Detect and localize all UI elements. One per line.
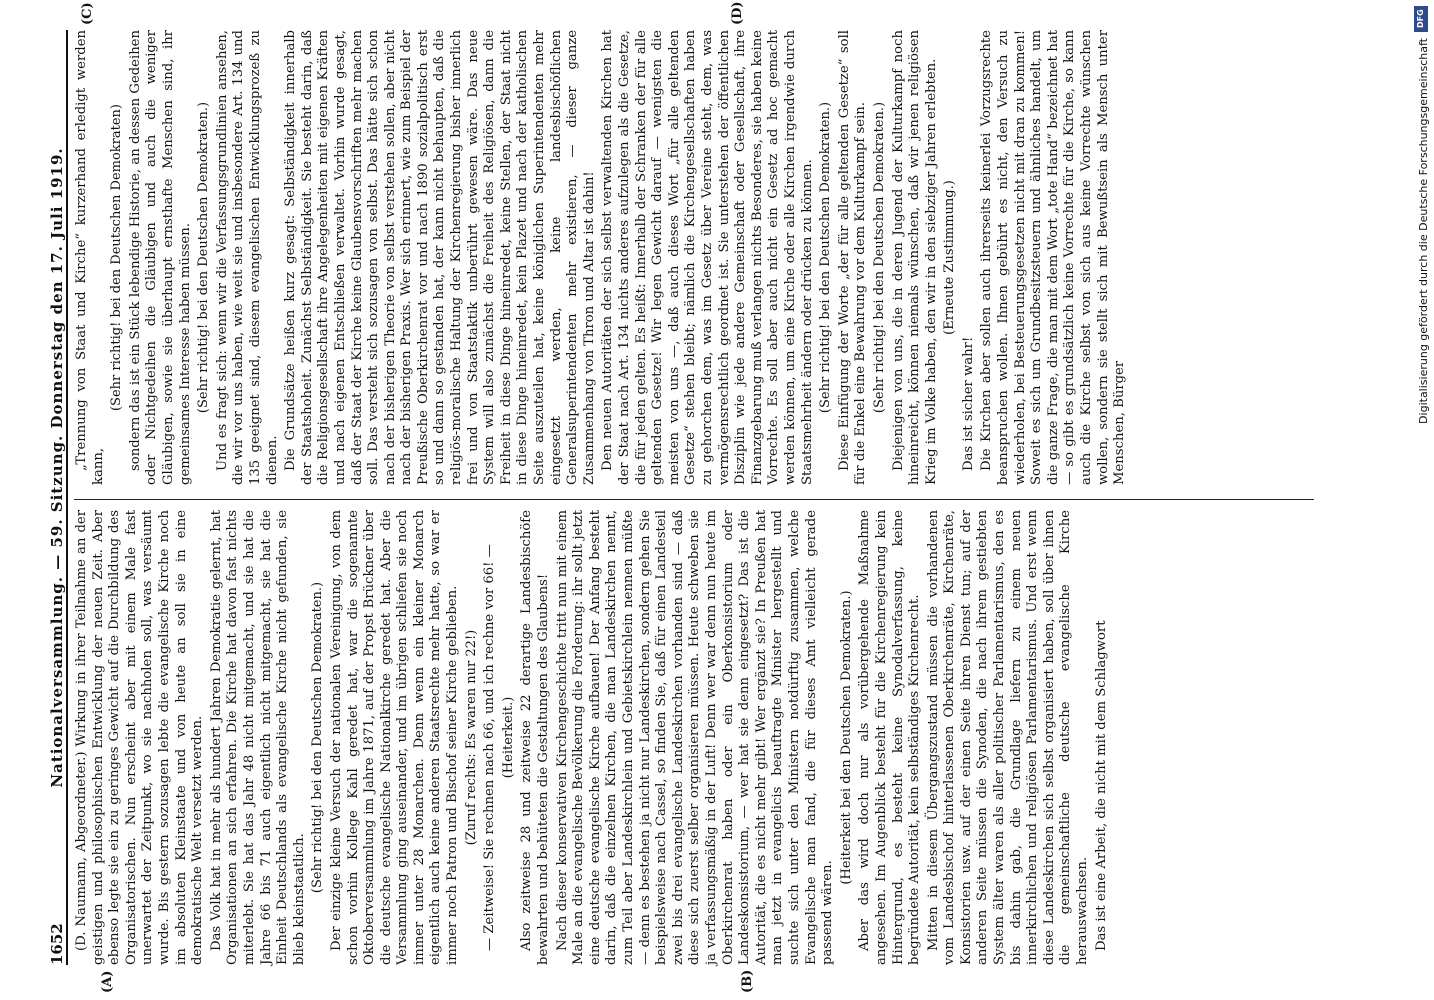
- paragraph: Mitten in diesem Übergangszustand müssen die vorhandenen vom Landesbischof hinterlassenen Oberkirchenräte, Kirchenräte, Konsistorien usw. auf der einen Seite ihren Dienst tun; auf der anderen Seite müssen die Synoden, die nach ihrem gestiebten System älter waren als aller politischer Parlamentarismus, den es bis dahin gab, die Grundlage liefern zu einem neuen innerkirchlichen und religiösen Parlamentarismus. Und erst wenn diese Landeskirchen sich selbst organisiert haben, soll über ihnen die gemeinschaftliche deutsche evangelische Kirche herauswachsen.: [925, 510, 1091, 965]
- left-column: [74, 510, 1314, 965]
- paragraph: Diejenigen von uns, die in deren Jugend der Kulturkampf noch hineinreicht, können niemals wünschen, daß wir jenen religiösen Krieg im Volke haben, den wir in den siebziger Jahren erlebten.: [890, 30, 939, 485]
- paragraph: Das Volk hat in mehr als hundert Jahren Demokratie gelernt, hat Organisationen an sich erfahren. Die Kirche hat davon fast nichts miterlebt. Sie hat das Jahr 48 nicht mitgemacht, und sie hat die Jahre 66 bis 71 auch eigentlich nicht mitgemacht, sie hat die Einheit Deutschlands als evangelische Kirche nicht gefunden, sie blieb kleinstaatlich.: [208, 510, 307, 965]
- paragraph: Das ist eine Arbeit, die nicht mit dem Schlagwort: [1093, 620, 1109, 951]
- interjection: (Sehr richtig! bei den Deutschen Demokraten): [109, 104, 125, 412]
- paragraph: (D. Naumann, Abgeordneter.) Wirkung in ihrer Teilnahme an der geistigen und philosophischen Entwicklung der neuen Zeit. Aber ebenso legte sie ein zu geringes Gewicht auf die Durchbildung des Organisatorischen. Nun erscheint aber mit einem Male fast unerwartet der Zeitpunkt, wo sie nachholen soll, was versäumt wurde. Bis gestern sozusagen lebte die evangelische Kirche noch im absoluten Kleinstaate und von heute an soll sie in eine demokratische Welt versetzt werden.: [74, 510, 206, 965]
- paragraph: Diese Einfügung der Worte „der für alle geltenden Gesetze“ soll für die Enkel eine Bewahrung vor dem Kulturkampf sein.: [836, 30, 869, 485]
- paragraph: Die Kirchen aber sollen auch ihrerseits keinerlei Vorzugsrechte beanspruchen wollen. Ihnen gebührt es nicht, den Versuch zu wiederholen, bei Besteuerungsgesetzen nicht mit dran zu kommen! Soweit es sich um Grundbesitzsteuern und ähnliches handelt, um die ganze Frage, die man mit dem Wort „tote Hand“ bezeichnet hat — so gibt es grundsätzlich keine Vorrechte für die Kirche, so kann auch die Kirche selbst von sich aus keine Vorrechte wünschen wollen, sondern sie stellt sich mit Bewußtsein als Mensch unter Menschen, Bürger: [979, 30, 1128, 485]
- paragraph: Den neuen Autoritäten der sich selbst verwaltenden Kirchen hat der Staat nach Art. 134 nichts anderes aufzulegen als die Gesetze, die für jeden gelten. Es heißt: Innerhalb der Schranken der für alle geltenden Gesetze! Wir legen Gewicht darauf — wenigsten die meisten von uns —, daß auch dieses Wort „für alle geltenden Gesetze“ stehen bleibt; nämlich die Kirchengesellschaften haben zu gehorchen dem, was im Gesetz über Vereine steht, dem, was vermögensrechtlich geordnet ist. Sie unterstehen der öffentlichen Disziplin wie jede andere Gemeinschaft oder Gesellschaft, ihre Finanzgebarung muß verlangen nichts Besonderes, sie haben keine Vorrechte. Es soll aber auch nicht ein Gesetz ad hoc gemacht werden können, um eine Kirche oder alle Kirchen irgendwie durch Staatsmehrheit ändern oder drücken zu können.: [600, 30, 815, 485]
- paragraph: Und es fragt sich: wenn wir die Verfassungsgrundlinien ansehen, die wir vor uns haben, wie weit sie und insbesondere Art. 134 und 135 geeignet sind, diesem evangelischen Entwicklungsprozeß zu dienen.: [214, 30, 280, 485]
- paragraph: Die Grundsätze heißen kurz gesagt: Selbständigkeit innerhalb der Staatshoheit. Zunächst Selbständigkeit. Sie besteht darin, daß die Religionsgesellschaft ihre Angelegenheiten mit eigenen Kräften und nach eigenen Entschließen verwaltet. Vorhin wurde gesagt, daß der Staat der Kirche keine Glaubensvorschriften mehr machen soll. Das versteht sich sozusagen von selbst. Das hätte sich schon nach der bisherigen Theorie von selbst verstehen sollen, aber nicht nach der bisherigen Praxis. Wer sich erinnert, wie zum Beispiel der Preußische Oberkirchenrat vor und nach 1890 sozialpolitisch erst so und dann so gestanden hat, der kann nicht behaupten, daß die religiös-moralische Haltung der Kirchenregierung bisher innerlich frei und von Staatstaktik unberührt gewesen wäre. Das neue System will also zunächst die Freiheit des Religiösen, dann die Freiheit in diese Dinge hineinredet, keine Stellen, der Staat nicht in diese Dinge hineinredet, kein Plazet und nach der katholischen Seite auszuteilen hat, keine königlichen Superintendenten mehr eingesetzt werden, keine landesbischöflichen Generalsuperintendenten mehr existieren, — dieser ganze Zusammenhang von Thron und Altar ist dahin!: [283, 30, 597, 485]
- interjection: (Zuruf rechts: Es waren nur 22!): [463, 629, 479, 846]
- paragraph: Das ist sicher wahr!: [960, 336, 976, 471]
- page-header: [40, 30, 68, 965]
- paragraph: Aber das wird doch nur als vorübergehende Maßnahme angesehen. Im Augenblick besteht für die Kirchenregierung kein Hintergrund, es besteht keine Synodalverfassung, keine begründete Autorität, kein selbständiges Kirchenrecht.: [857, 510, 923, 965]
- paragraph: Also zeitweise 28 und zeitweise 22 derartige Landesbischöfe bewahrten und behüteten die Gestaltungen des Glaubens!: [519, 510, 552, 965]
- paragraph: sondern das ist ein Stück lebendige Historie, an dessen Gedeihen oder Nichtgedeihen die Gläubigen und auch die weniger Gläubigen, sowie sie überhaupt ernsthafte Menschen sind, ihr gemeinsames Interesse haben müssen.: [127, 30, 193, 485]
- paragraph: Der einzige kleine Versuch der nationalen Vereinigung, von dem schon vorhin Kollege Kahl geredet hat, war die sogenannte Oktoberversammlung im Jahre 1871, auf der Propst Brückner über die deutsche evangelische Nationalkirche geredet hat. Aber die Versammlung ging auseinander, und im übrigen schliefen sie noch immer unter 28 Monarchen. Denn wenn ein kleiner Monarch eigentlich auch keine anderen Staatsrechte mehr hatte, so war er immer noch Patron und Bischof seiner Kirche geblieben.: [328, 510, 461, 965]
- interjection: (Erneute Zustimmung.): [942, 180, 958, 335]
- paragraph: „Trennung von Staat und Kirche“ kurzerhand erledigt werden kann,: [74, 30, 106, 485]
- paragraph: — Zeitweise! Sie rechnen nach 66, und ich rechne vor 66! —: [482, 544, 498, 951]
- paragraph: Nach dieser konservativen Kirchengeschichte tritt nun mit einem Male an die evangelische Bevölkerung die Forderung: ihr sollt jetzt eine deutsche evangelische Kirche aufbauen! Der Anfang besteht darin, daß die einzelnen Kirchen, die man Landeskirchen nennt, zum Teil aber Landeskirchlein und Gebietskirchlein nennen müßte — denn es bestehen ja nicht nur Landeskirchen, sondern gehen Sie beispielsweise nach Cassel, so finden Sie, daß für einen Landesteil zwei bis drei evangelische Landeskirchen vorhanden sind — daß diese sich zuerst selber organisieren müssen. Heute schweben sie ja verfassungsmäßig in der Luft! Denn wer war denn nun heute im Oberkirchenrat haben oder ein Oberkonsistorium oder Landeskonsistorium, — wer hat sie denn eingesetzt? Das ist die Autorität, die es nicht mehr gibt! Wer ergänzt sie? In Preußen hat man jetzt in evangelicis beauftragte Minister hergestellt und suchte sich unter den Ministern notdürftig zusammen, welche Evangelische man fand, die für dieses Amt vielleicht gerade passend wären.: [554, 510, 836, 965]
- margin-marker-a: (A): [100, 970, 115, 993]
- margin-marker-c: (C): [80, 2, 95, 25]
- interjection: (Sehr richtig! bei den Deutschen Demokraten.): [871, 101, 887, 414]
- margin-marker-b: (B): [740, 969, 755, 993]
- digitization-credit: Digitalisierung gefördert durch die Deutsche Forschungsgemeinschaft: [1417, 38, 1430, 424]
- interjection: (Sehr richtig! bei den Deutschen Demokraten.): [818, 101, 834, 414]
- interjection: (Heiterkeit.): [500, 696, 516, 779]
- right-column: [74, 30, 1314, 485]
- interjection: (Sehr richtig! bei den Deutschen Demokraten.): [310, 581, 326, 894]
- margin-marker-d: (D): [730, 1, 745, 25]
- column-divider: [74, 499, 1314, 500]
- interjection: (Sehr richtig! bei den Deutschen Demokraten.): [196, 101, 212, 414]
- interjection: (Heiterkeit bei den Deutschen Demokraten.): [838, 590, 854, 885]
- dfg-logo: DFG: [1414, 6, 1428, 32]
- page-number: 1652: [48, 923, 66, 965]
- rotated-page: [40, 1, 1360, 993]
- page-title: Nationalversammlung. — 59. Sitzung. Donnerstag den 17. Juli 1919.: [48, 147, 66, 788]
- digitization-stamp: [1410, 6, 1432, 566]
